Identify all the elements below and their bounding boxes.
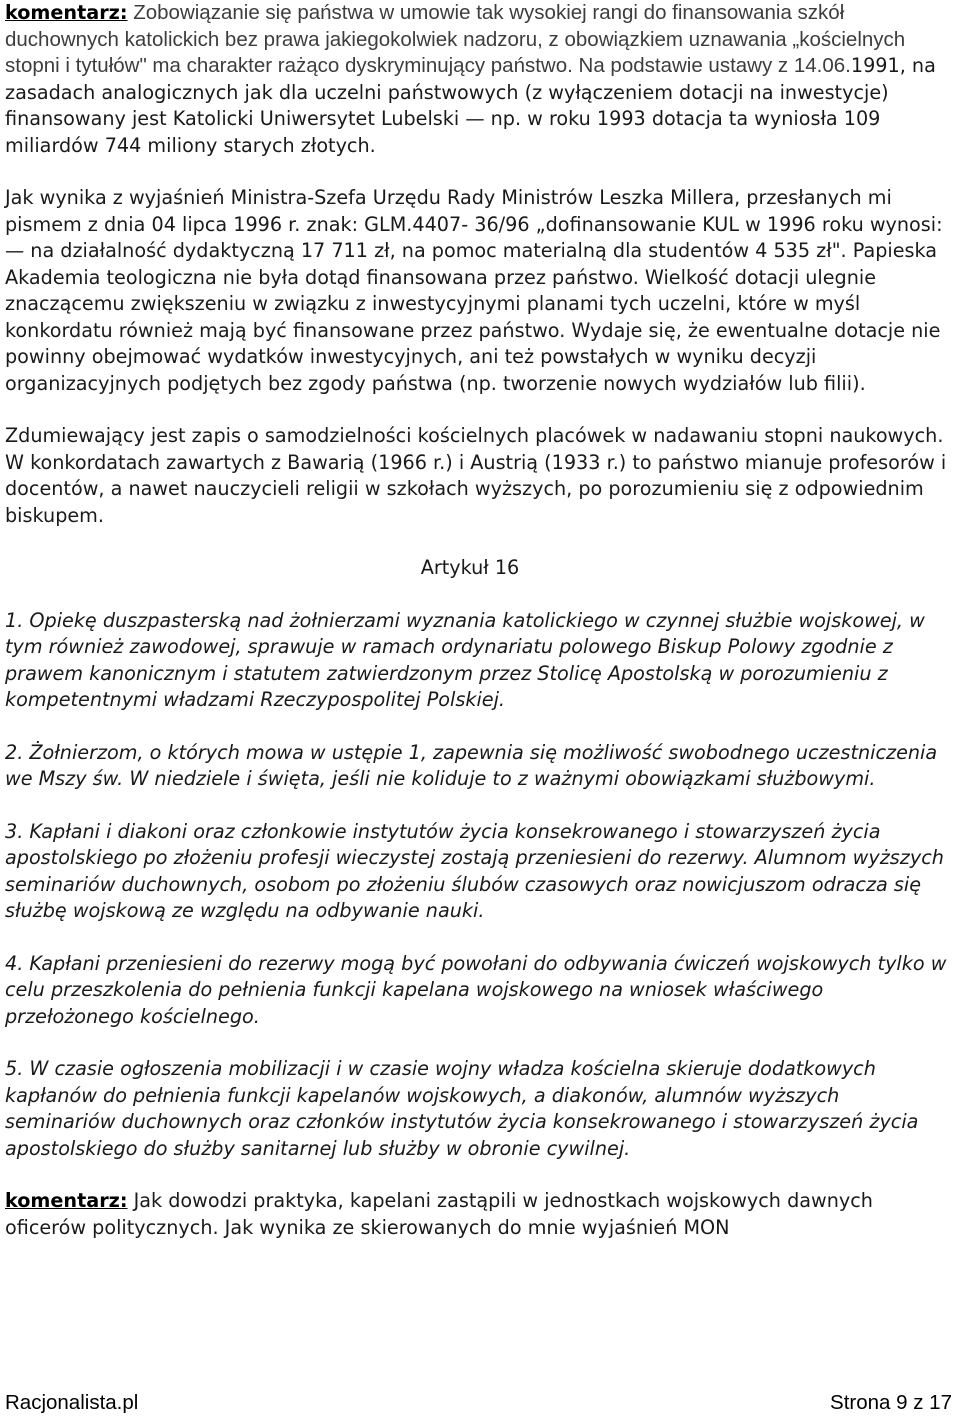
article-point-5: 5. W czasie ogłoszenia mobilizacji i w czasie wojny władza kościelna skieruje dodatkowych kapłanów do pełnienia funkcji kapelanów wojskowych, a diakonów, alumnów wyższych seminariów duchownych oraz członków instytutów życia konsekrowanego i stowarzyszeń życia apostolskiego do służby sanitarnej lub służby w obronie cywilnej. <box>5 1057 919 1160</box>
article-point-2: 2. Żołnierzom, o których mowa w ustępie 1, zapewnia się możliwość swobodnego uczestniczenia we Mszy św. W niedziele i święta, jeśli nie koliduje to z ważnymi obowiązkami służbowymi. <box>5 740 938 790</box>
article-point-4: 4. Kapłani przeniesieni do rezerwy mogą być powołani do odbywania ćwiczeń wojskowych tylko w celu przeszkolenia do pełnienia funkcji kapelana wojskowego na wniosek właściwego przełożonego kościelnego. <box>5 951 947 1028</box>
article-point-1: 1. Opiekę duszpasterską nad żołnierzami wyznania katolickiego w czynnej służbie wojskowej, w tym również zawodowej, sprawuje w ramach ordynariatu polowego Biskup Polowy zgodnie z prawem kanonicznym i statutem zatwierdzonym przez Stolicę Apostolską w porozumieniu z kompetentnymi władzami Rzeczypospolitej Polskiej. <box>5 608 925 711</box>
footer-page-number: Strona 9 z 17 <box>830 1391 952 1414</box>
comment-highlighted-text: Zobowiązanie się państwa w umowie tak wysokiej rangi do finansowania szkół duchownych katolickich bez prawa jakiegokolwiek nadzoru, z obowiązkiem uznawania „kościelnych stopni i tytułów" ma charakter rażąco dyskryminujący państwo. Na podstawie ustawy z 14.06. <box>5 1 906 77</box>
closing-comment-text: Jak dowodzi praktyka, kapelani zastąpili w jednostkach wojskowych dawnych oficerów politycznych. Jak wynika ze skierowanych do mnie wyjaśnień MON <box>5 1189 873 1239</box>
page-footer <box>5 1390 952 1416</box>
comment-label: komentarz: <box>5 1 128 24</box>
body-paragraph-2: Jak wynika z wyjaśnień Ministra-Szefa Urzędu Rady Ministrów Leszka Millera, przesłanych mi pismem z dnia 04 lipca 1996 r. znak: GLM.4407- 36/96 „dofinansowanie KUL w 1996 roku wynosi: — na działalność dydaktyczną 17 711 zł, na pomoc materialną dla studentów 4 535 zł". Papieska Akademia teologiczna nie była dotąd finansowana przez państwo. Wielkość dotacji ulegnie znaczącemu zwiększeniu w związku z inwestycyjnymi planami tych uczelni, które w myśl konkordatu również mają być finansowane przez państwo. Wydaje się, że ewentualne dotacje nie powinny obejmować wydatków inwestycyjnych, ani też powstałych w wyniku decyzji organizacyjnych podjętych bez zgody państwa (np. tworzenie nowych wydziałów lub filii). <box>5 186 943 395</box>
article-point-3: 3. Kapłani i diakoni oraz członkowie instytutów życia konsekrowanego i stowarzyszeń życia apostolskiego po złożeniu profesji wieczystej zostają przeniesieni do rezerwy. Alumnom wyższych seminariów duchownych, osobom po złożeniu ślubów czasowych oraz nowicjuszom odracza się służbę wojskową ze względu na odbywanie nauki. <box>5 819 944 922</box>
closing-comment-label: komentarz: <box>5 1189 128 1212</box>
comment-paragraph-1 <box>5 0 953 159</box>
comment-text: 1991, na zasadach analogicznych jak dla uczelni państwowych (z wyłączeniem dotacji na inwestycje) finansowany jest Katolicki Uniwersytet Lubelski — np. w roku 1993 dotacja ta wyniosła 109 miliardów 744 miliony starych złotych. <box>5 54 936 157</box>
document-body <box>5 0 953 1241</box>
body-paragraph-3: Zdumiewający jest zapis o samodzielności kościelnych placówek w nadawaniu stopni naukowych. W konkordatach zawartych z Bawarią (1966 r.) i Austrią (1933 r.) to państwo mianuje profesorów i docentów, a nawet nauczycieli religii w szkołach wyższych, po porozumieniu się z odpowiednim biskupem. <box>5 424 947 527</box>
footer-site-name: Racjonalista.pl <box>5 1391 139 1414</box>
article-heading: Artykuł 16 <box>420 556 520 579</box>
closing-comment-paragraph <box>5 1188 953 1241</box>
